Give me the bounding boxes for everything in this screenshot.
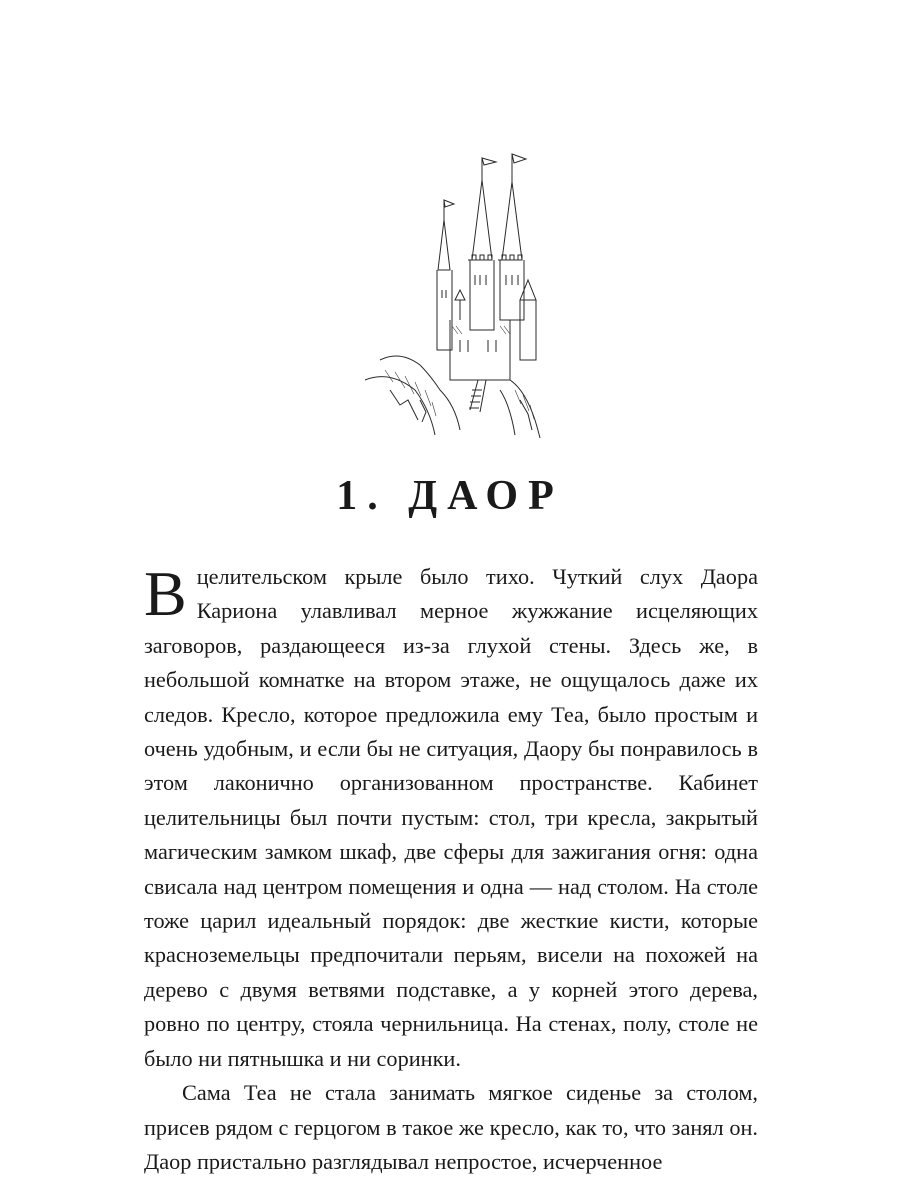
chapter-title: 1. ДАОР bbox=[336, 473, 564, 519]
drop-cap: В bbox=[144, 558, 187, 629]
paragraph bbox=[144, 1076, 758, 1179]
body-text bbox=[144, 560, 758, 1179]
paragraph-text: Сама Теа не стала занимать мягкое сиденье за столом, присев рядом с герцогом в такое же кресло, как то, что занял он. Даор пристально разглядывал непростое, исчерченное bbox=[144, 1080, 758, 1174]
castle-illustration bbox=[360, 150, 545, 440]
paragraph-text: целительском крыле было тихо. Чуткий слух Даора Кариона улавливал мерное жужжание исцеляющих заговоров, раздающееся из-за глухой стены. Здесь же, в небольшой комнатке на втором этаже, не ощущалось даже их следов. Кресло, которое предложила ему Теа, было простым и очень удобным, и если бы не ситуация, Даору бы понравилось в этом лаконично организованном пространстве. Кабинет целительницы был почти пустым: стол, три кресла, закрытый магическим замком шкаф, две сферы для зажигания огня: одна свисала над центром помещения и одна — над столом. На столе тоже царил идеальный порядок: две жесткие кисти, которые красноземельцы предпочитали перьям, висели на похожей на дерево с двумя ветвями подставке, а у корней этого дерева, ровно по центру, стояла чернильница. На стенах, полу, столе не было ни пятнышка и ни соринки. bbox=[144, 564, 758, 1071]
paragraph bbox=[144, 560, 758, 1076]
